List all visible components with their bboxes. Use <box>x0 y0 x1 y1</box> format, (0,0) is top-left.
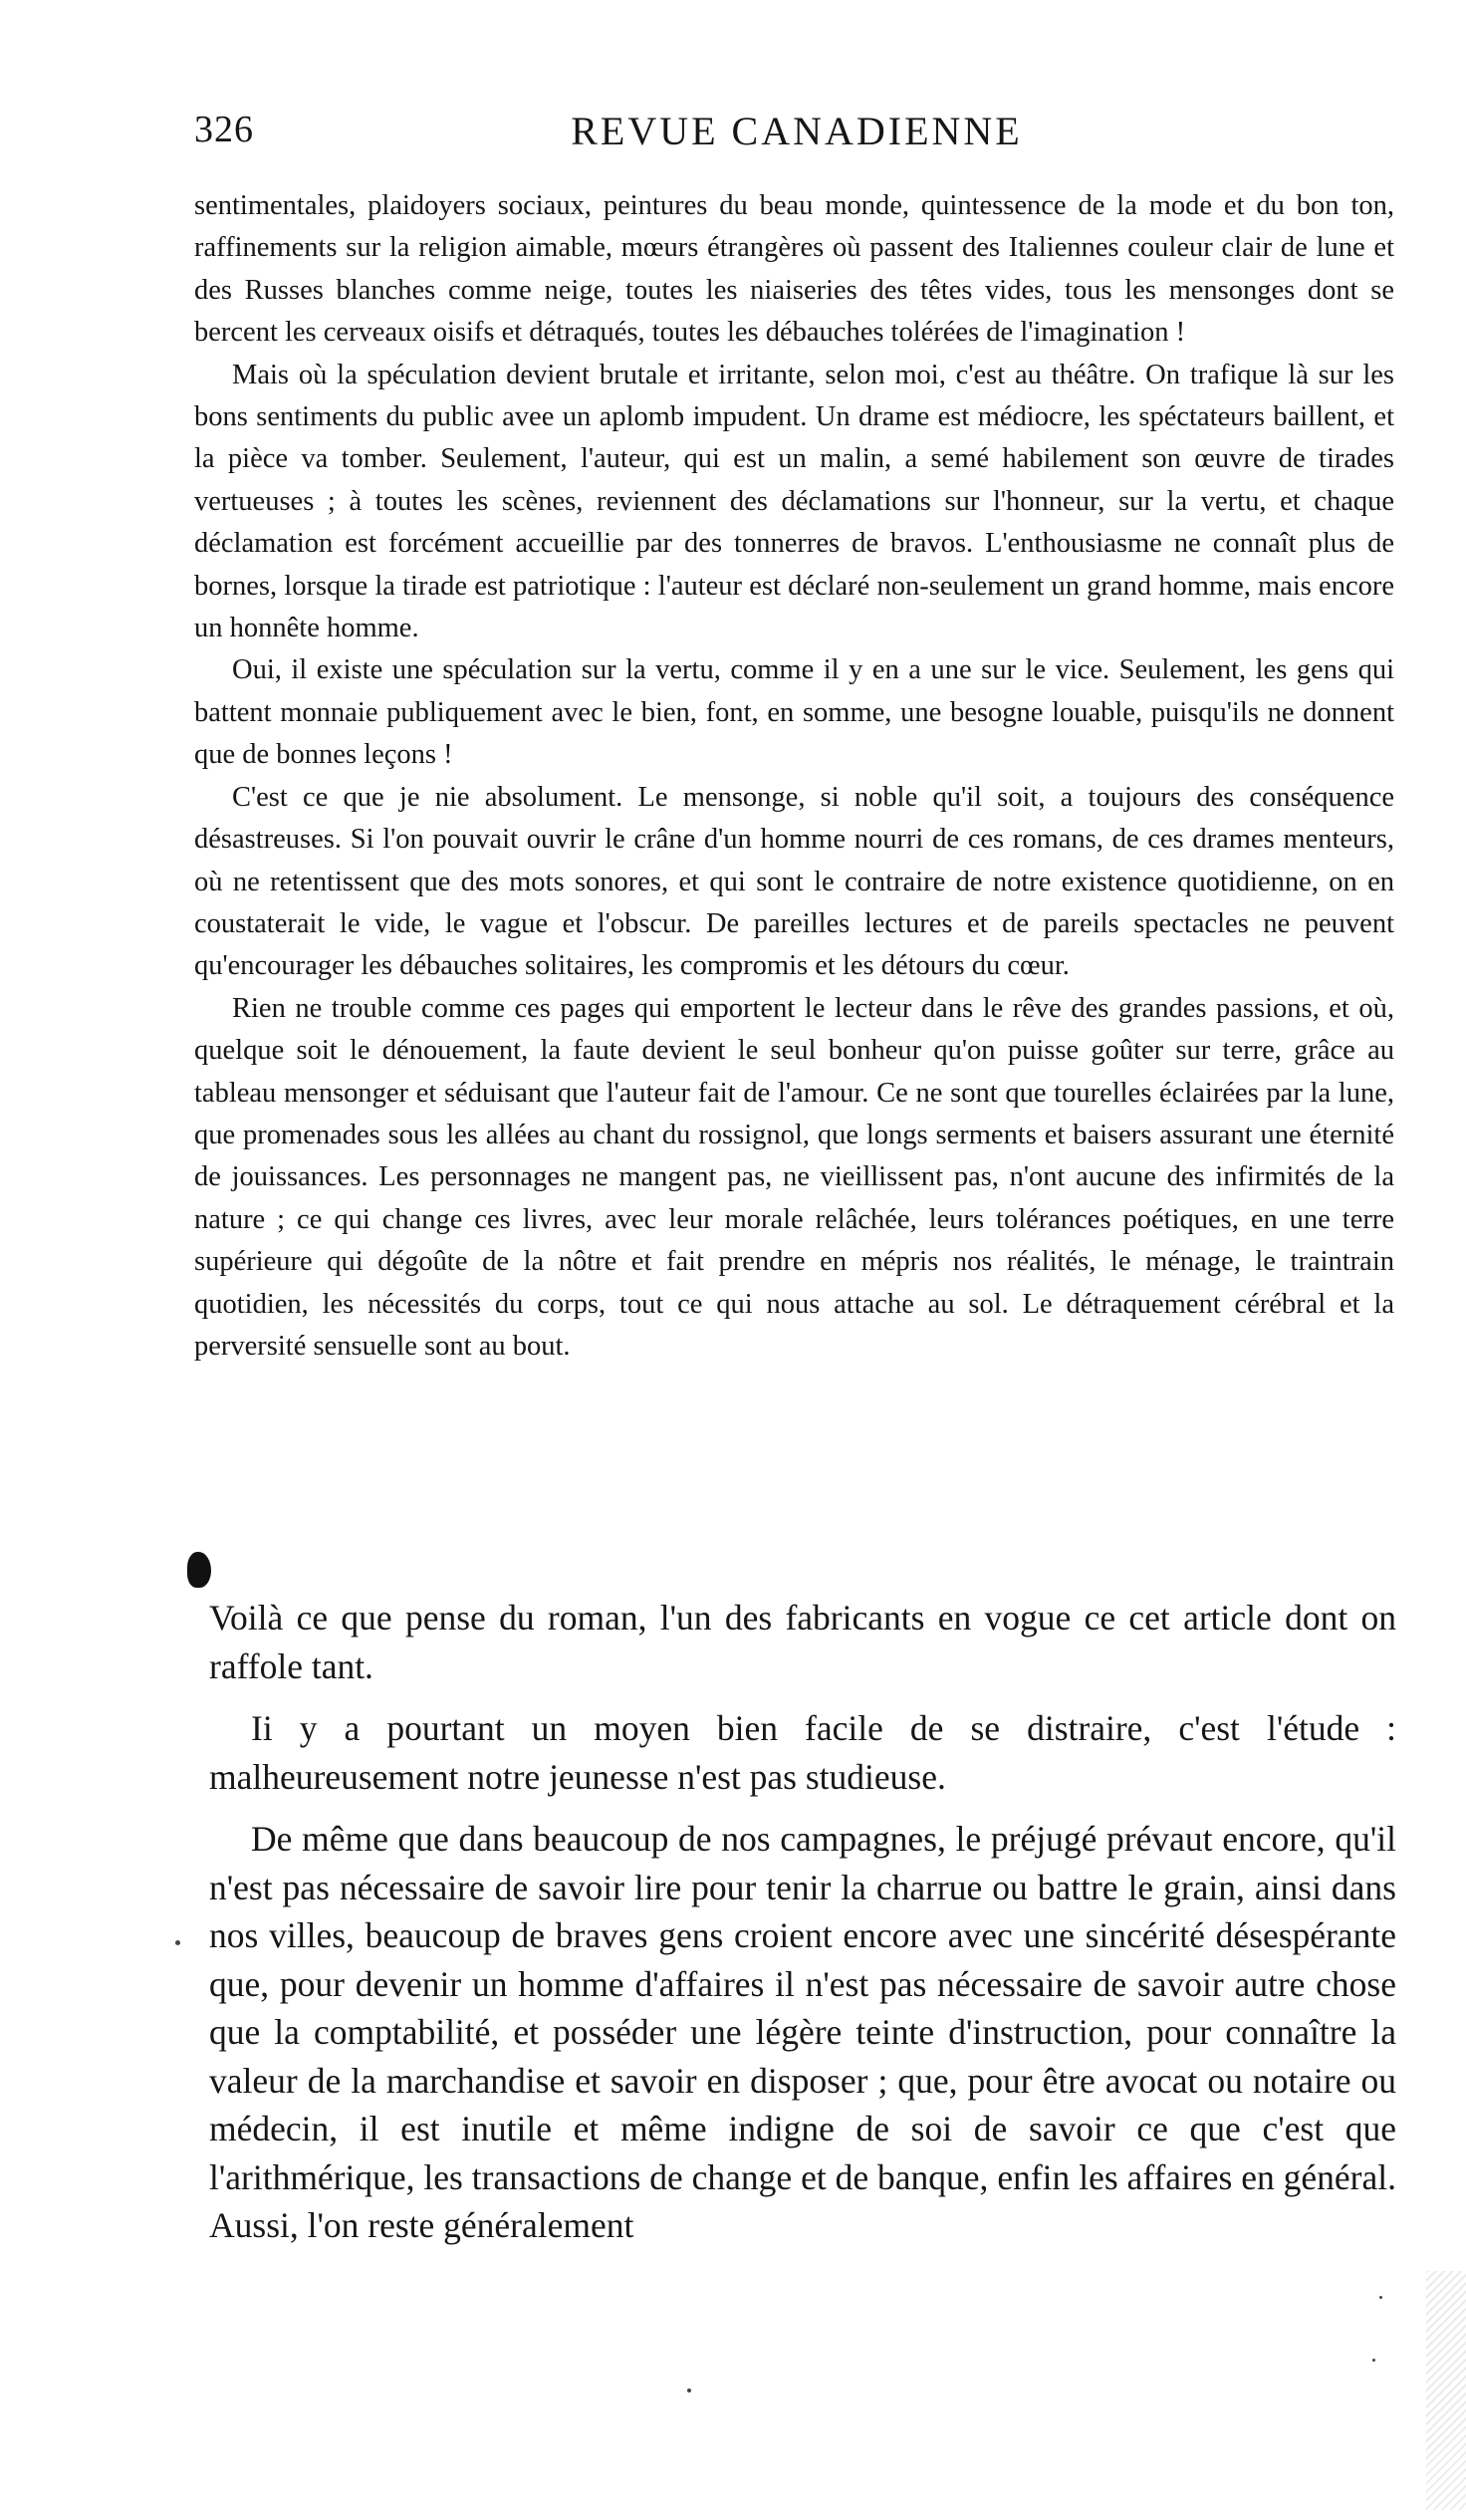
scan-edge-noise <box>1426 2271 1466 2510</box>
paragraph: Mais où la spéculation devient brutale et irritante, selon moi, c'est au théâtre. On trafique là sur les bons sentiments du public avee un aplomb impudent. Un drame est médiocre, les spéctateurs baillent, et la pièce va tomber. Seulement, l'auteur, qui est un malin, a semé habilement son œuvre de tirades vertueuses ; à toutes les scènes, reviennent des déclamations sur l'honneur, sur la vertu, et chaque déclamation est forcément accueillie par des tonnerres de bravos. L'enthousiasme ne connaît plus de bornes, lorsque la tirade est patriotique : l'auteur est déclaré non-seulement un grand homme, mais encore un honnête homme. <box>194 359 1394 644</box>
quoted-passage <box>194 185 1394 1368</box>
paragraph: Oui, il existe une spéculation sur la vertu, comme il y en a une sur le vice. Seulement, les gens qui battent monnaie publiquement avec le bien, font, en somme, une besogne louable, puisqu'ils ne donnent que de bonnes leçons ! <box>194 654 1394 771</box>
page-number: 326 <box>194 109 254 150</box>
page-header <box>194 108 1399 167</box>
paragraph: Rien ne trouble comme ces pages qui emportent le lecteur dans le rêve des grandes passions, et où, quelque soit le dénouement, la faute devient le seul bonheur qu'on puisse goûter sur terre, grâce au tableau mensonger et séduisant que l'auteur fait de l'amour. Ce ne sont que tourelles éclairées par la lune, que promenades sous les allées au chant du rossignol, que longs serments et baisers assurant une éternité de jouissances. Les personnages ne mangent pas, ne vieillissent pas, n'ont aucune des infirmités de la nature ; ce qui change ces livres, avec leur morale relâchée, leurs tolérances poétiques, en une terre supérieure qui dégoûte de la nôtre et fait prendre en mépris nos réalités, le ménage, le traintrain quotidien, les nécessités du corps, tout ce qui nous attache au sol. Le détraquement cérébral et la perversité sensuelle sont au bout. <box>194 992 1394 1362</box>
speck <box>1372 2359 1375 2362</box>
paragraph: Voilà ce que pense du roman, l'un des fabricants en vogue ce cet article dont on raffole tant. <box>209 1598 1396 1686</box>
paragraph: sentimentales, plaidoyers sociaux, peintures du beau monde, quintessence de la mode et du bon ton, raffinements sur la religion aimable, mœurs étrangères où passent des Italiennes couleur clair de lune et des Russes blanches comme neige, toutes les niaiseries des têtes vides, tous les mensonges dont se bercent les cerveaux oisifs et détraqués, toutes les débauches tolérées de l'imagination ! <box>194 190 1394 349</box>
speck <box>687 2389 691 2393</box>
speck <box>175 1940 180 1945</box>
paragraph: Ii y a pourtant un moyen bien facile de se distraire, c'est l'étude : malheureusement notre jeunesse n'est pas studieuse. <box>209 1708 1396 1797</box>
ink-blot <box>187 1552 211 1588</box>
paragraph: De même que dans beaucoup de nos campagnes, le préjugé prévaut encore, qu'il n'est pas nécessaire de savoir lire pour tenir la charrue ou battre le grain, ainsi dans nos villes, beaucoup de braves gens croient encore avec une sincérité désespérante que, pour devenir un homme d'affaires il n'est pas nécessaire de savoir autre chose que la comptabilité, et posséder une légère teinte d'instruction, pour connaître la valeur de la marchandise et savoir en disposer ; que, pour être avocat ou notaire ou médecin, il est inutile et même indigne de soi de savoir ce que c'est que l'arithmérique, les transactions de change et de banque, enfin les affaires en général. Aussi, l'on reste généralement <box>209 1819 1396 2245</box>
running-title: REVUE CANADIENNE <box>571 109 1023 153</box>
paragraph: C'est ce que je nie absolument. Le mensonge, si noble qu'il soit, a toujours des conséquence désastreuses. Si l'on pouvait ouvrir le crâne d'un homme nourri de ces romans, de ces drames menteurs, où ne retentissent que des mots sonores, et qui sont le contraire de notre existence quotidienne, on en coustaterait le vide, le vague et l'obscur. De pareilles lectures et de pareils spectacles ne peuvent qu'encourager les débauches solitaires, les compromis et les détours du cœur. <box>194 781 1394 982</box>
main-text <box>209 1594 1396 2264</box>
speck <box>1379 2296 1382 2299</box>
